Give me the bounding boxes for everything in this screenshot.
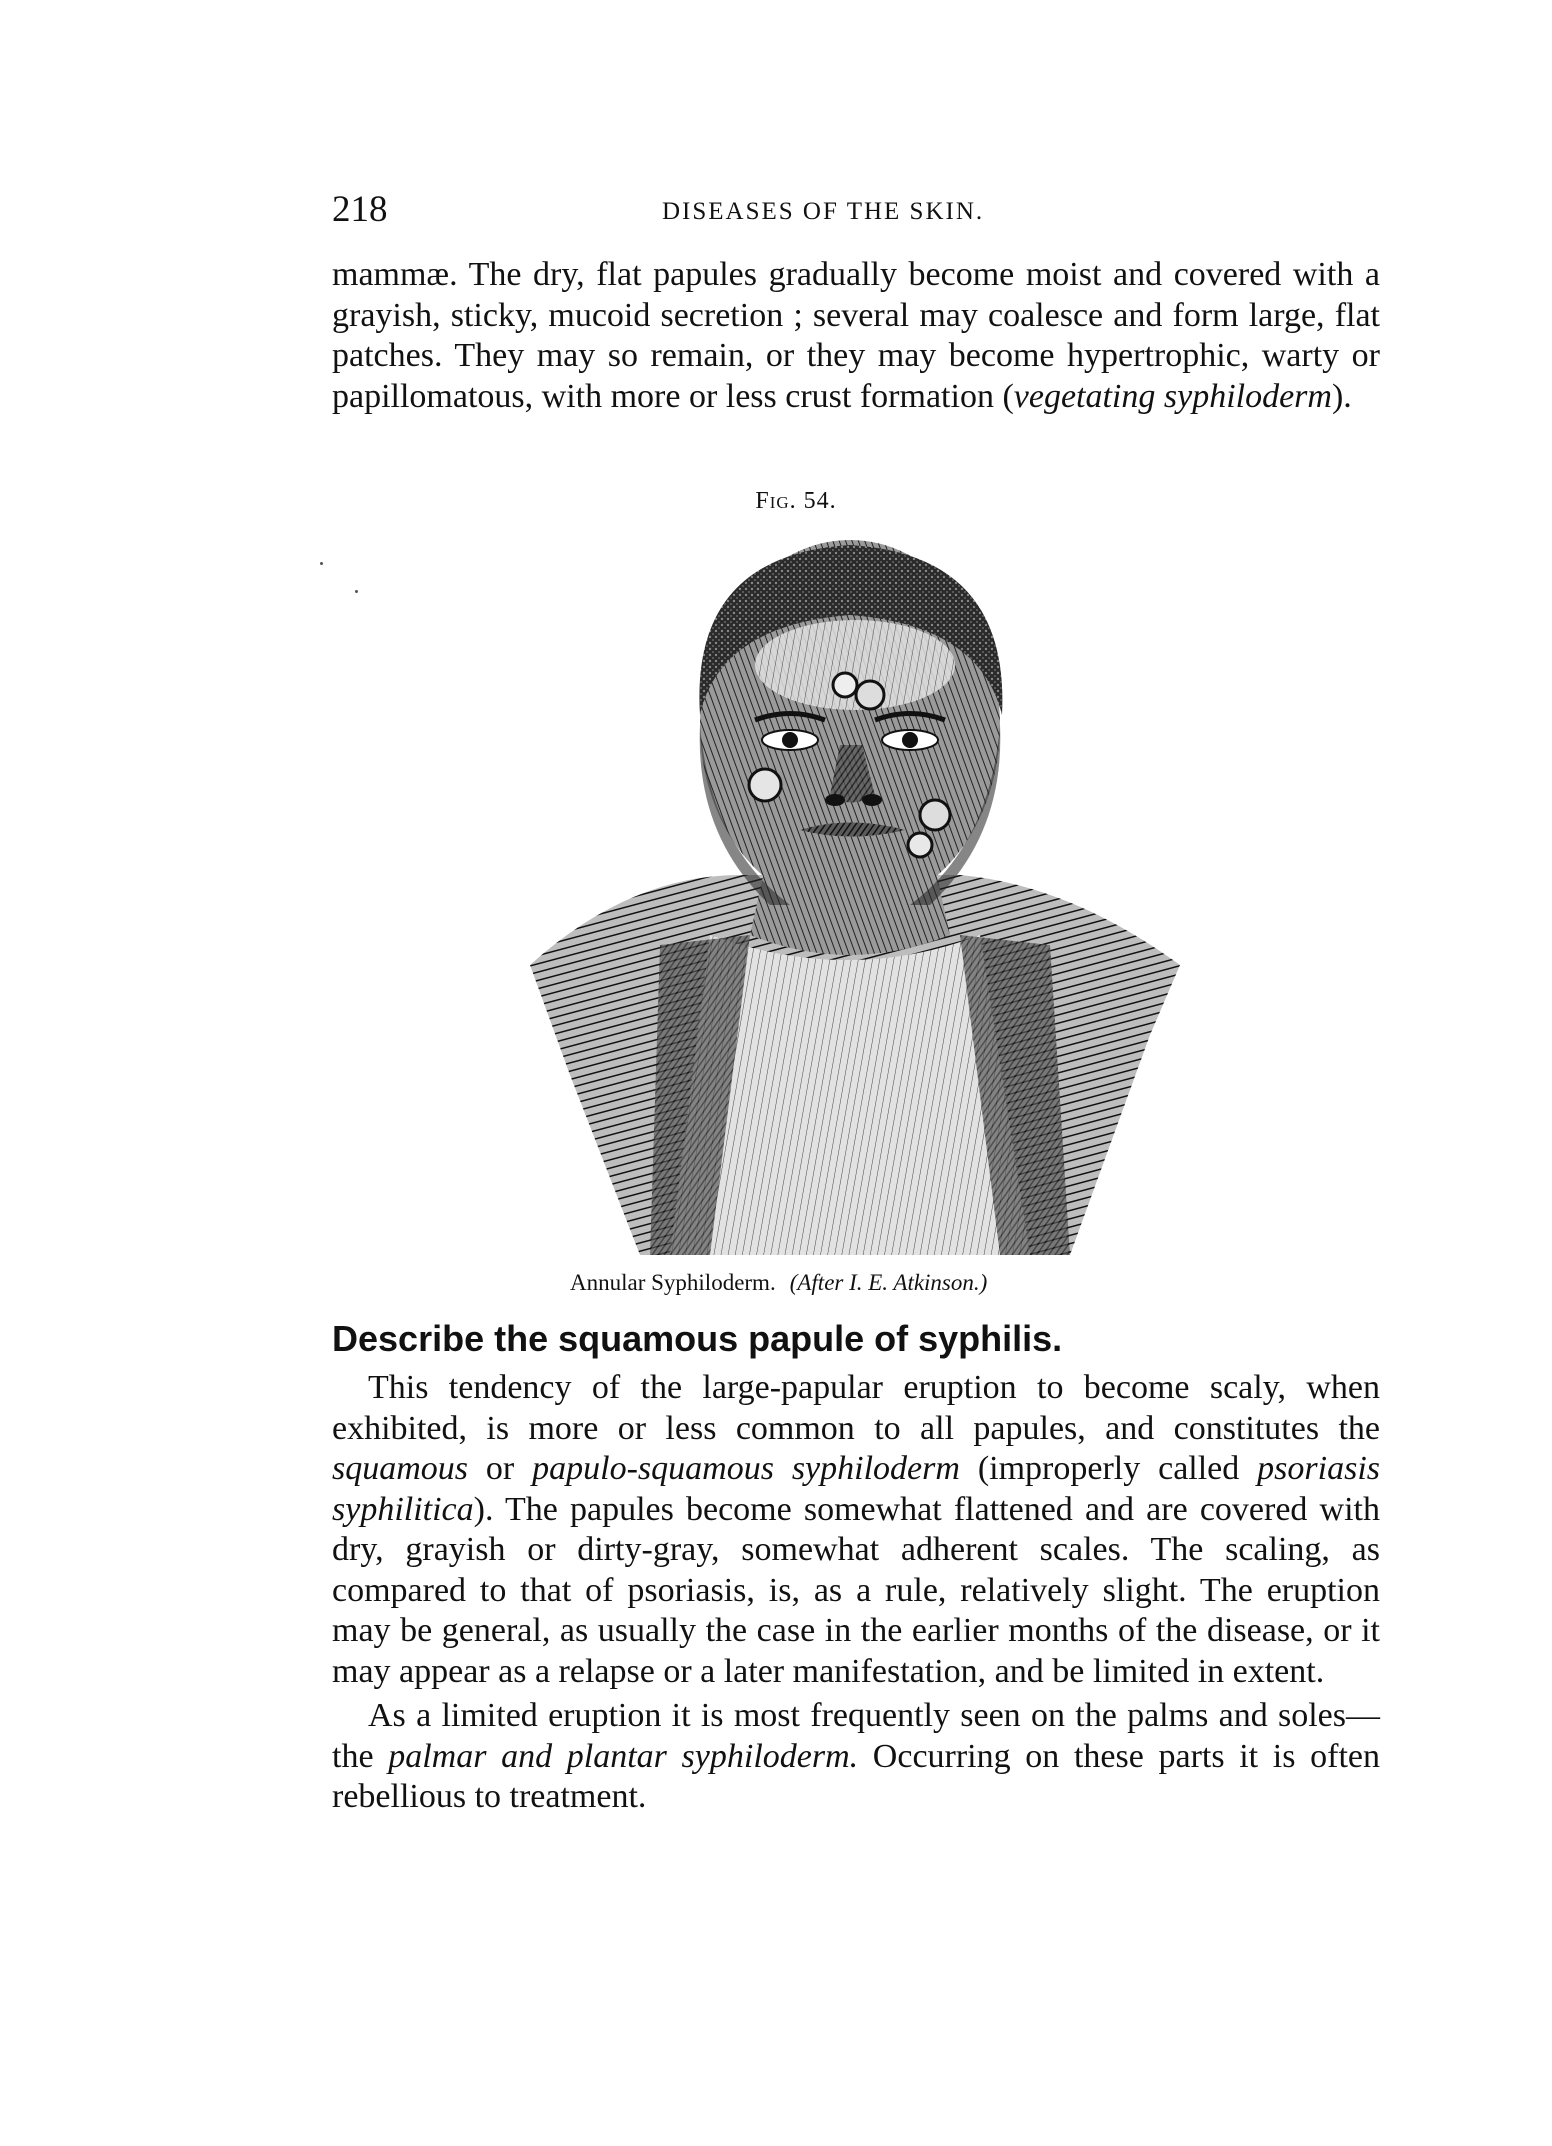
running-head [332,188,1382,238]
print-speck [320,562,323,565]
portrait-engraving [510,515,1190,1255]
running-title: DISEASES OF THE SKIN. [662,198,985,225]
intro-paragraph: mammæ. The dry, flat papules gradually become moist and covered with a grayish, sticky, mucoid secretion ; several may coalesce and form large, flat patches. They may so remain, or they may become hypertrophic, warty or papillomatous, with more or less crust formation (vegetating syphiloderm). [332,256,1380,415]
page-number: 218 [332,189,388,230]
figure-label: Fig. 54. [755,488,837,514]
print-speck [355,590,358,593]
answer-paragraph-1: This tendency of the large-papular eruption to become scaly, when exhibited, is more or less common to all papules, and constitutes the squamous or papulo-squamous syphiloderm (improperly called psoriasis syphilitica). The papules become somewhat flattened and are covered with dry, grayish or dirty-gray, somewhat adherent scales. The scaling, as compared to that of psoriasis, is, as a rule, relatively slight. The eruption may be general, as usually the case in the earlier months of the disease, or it may appear as a relapse or a later manifestation, and be limited in extent. [332,1369,1380,1690]
figure-credit: (After I. E. Atkinson.) [789,1270,988,1295]
figure-caption: Annular Syphiloderm. (After I. E. Atkinson.) [570,1270,988,1295]
answer-body [332,1368,1380,1818]
answer-paragraph-2: As a limited eruption it is most frequently seen on the palms and soles—the palmar and plantar syphiloderm. Occurring on these parts it is often rebellious to treatment. [332,1697,1380,1815]
question-heading: Describe the squamous papule of syphilis. [332,1318,1063,1359]
